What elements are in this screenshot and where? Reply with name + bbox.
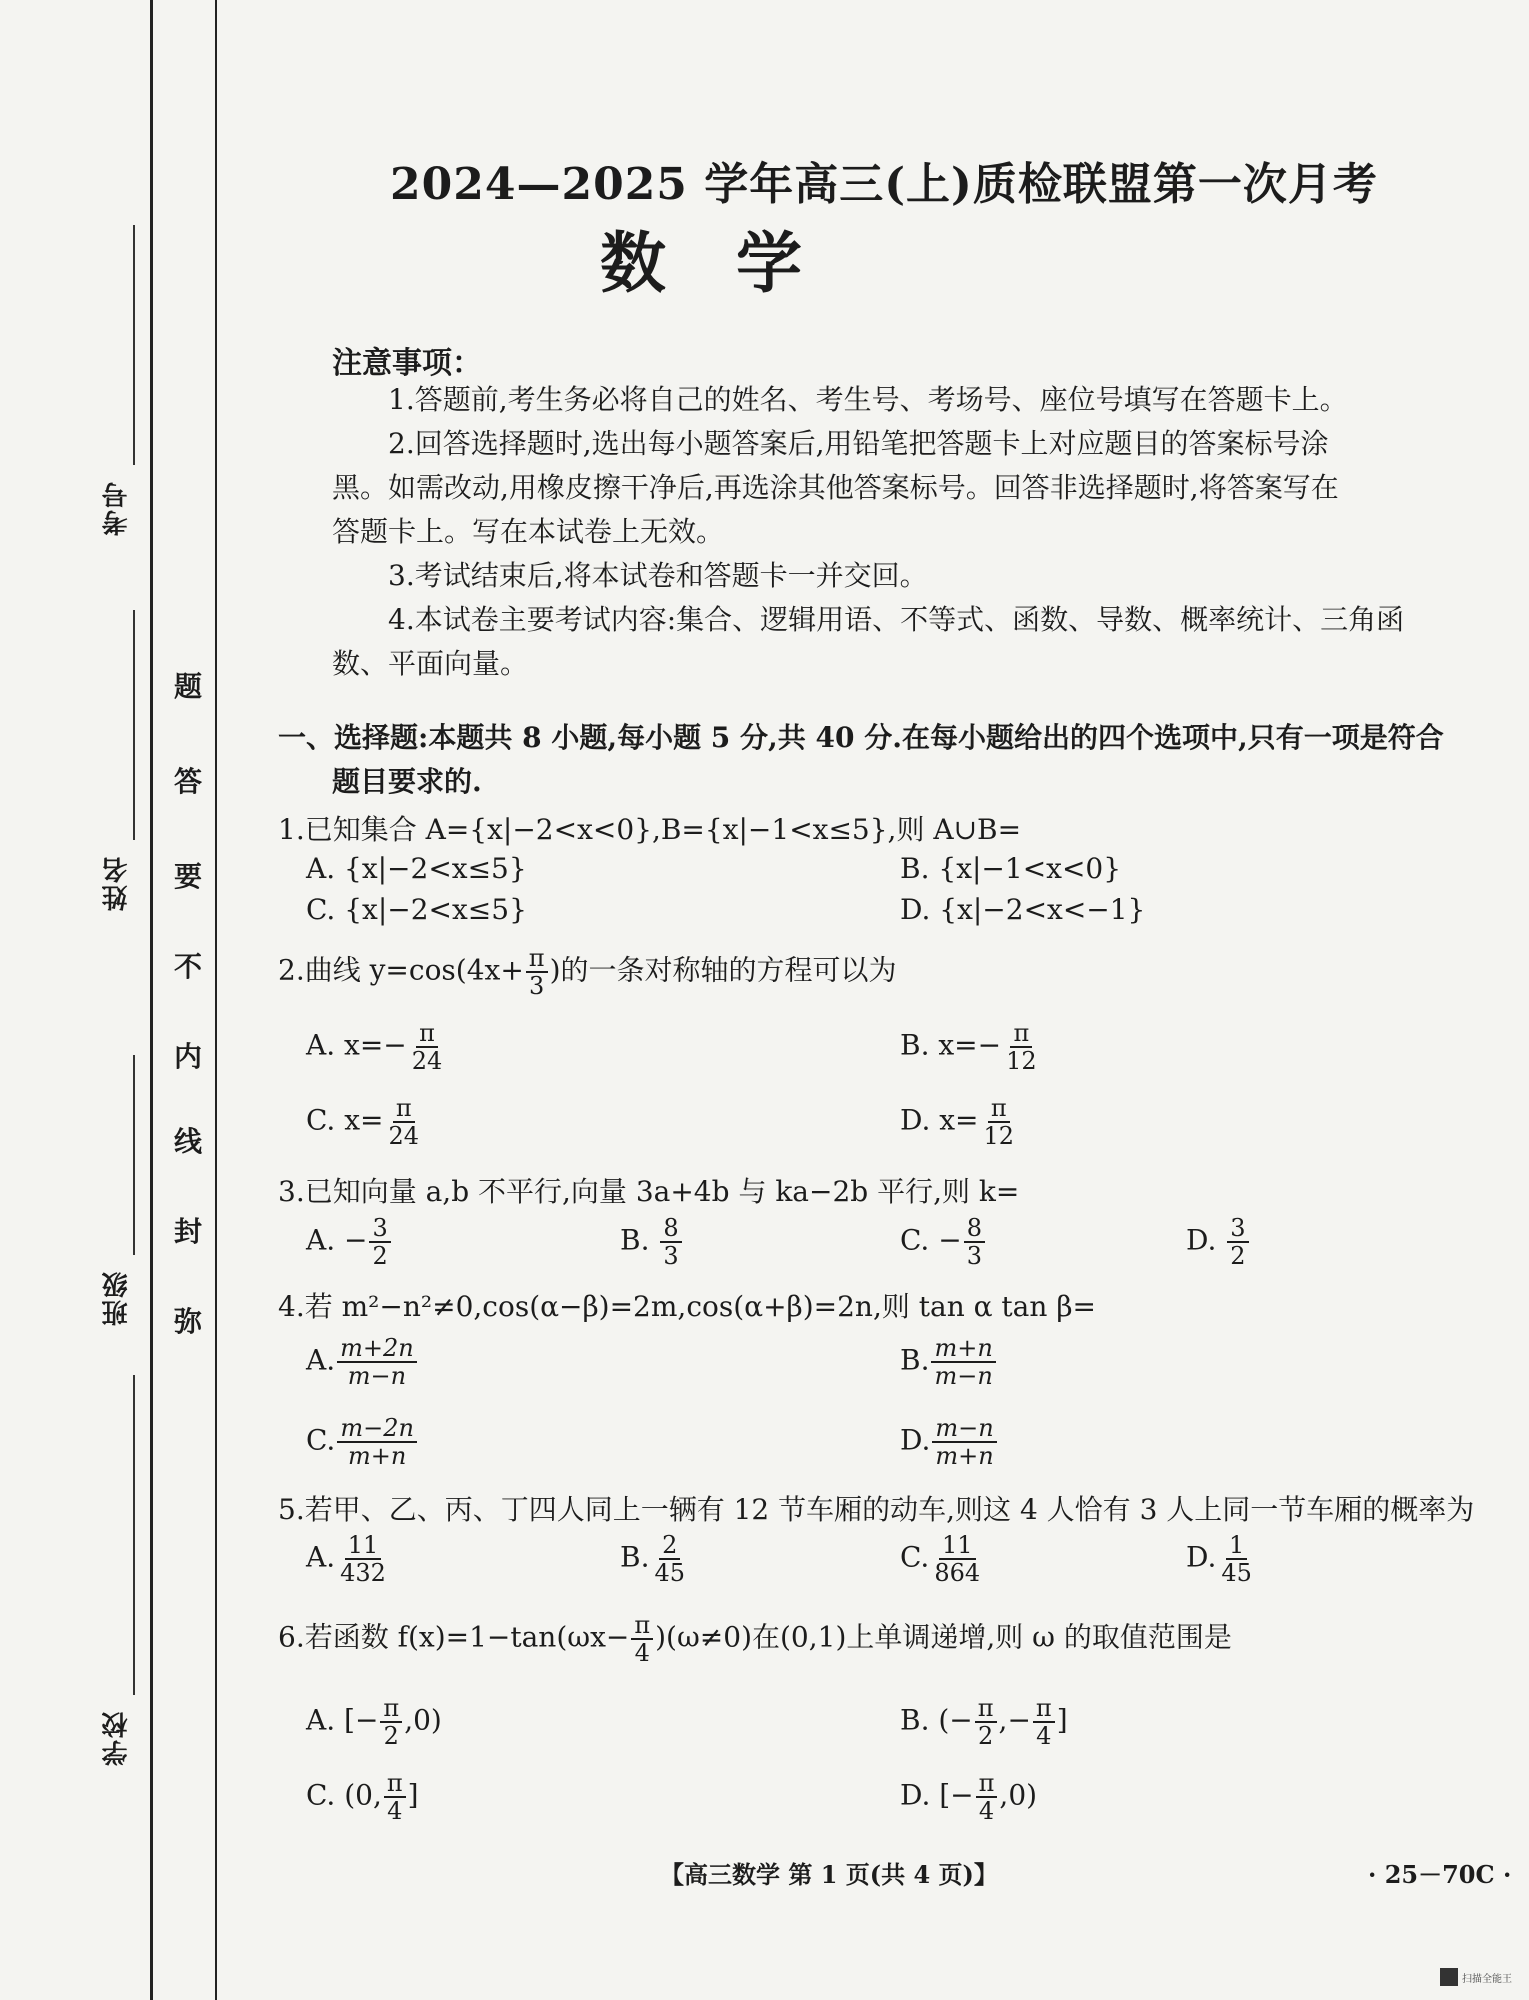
question-4-stem: 4.若 m²−n²≠0,cos(α−β)=2m,cos(α+β)=2n,则 tan α tan β=	[278, 1290, 1096, 1323]
q3-option-d[interactable]: D. $\frac{3}{2}$	[1186, 1215, 1251, 1269]
q2-option-d[interactable]: D. x= $\frac{\pi}{12}$	[900, 1094, 1015, 1150]
warning-char: 答	[174, 765, 203, 798]
warning-char: 线	[174, 1125, 203, 1158]
q4-option-d[interactable]: D. $\frac{m-n}{m+n}$	[900, 1415, 999, 1469]
q6-option-b[interactable]: B. (− $\frac{\pi}{2}$ ,− $\frac{\pi}{4}$ ]	[900, 1694, 1068, 1750]
question-5-stem: 5.若甲、乙、丙、丁四人同上一辆有 12 节车厢的动车,则这 4 人恰有 3 人上同一节车厢的概率为	[278, 1493, 1475, 1526]
q4-option-a[interactable]: A. $\frac{m+2n}{m-n}$	[306, 1335, 419, 1389]
warning-char: 不	[174, 950, 203, 983]
question-1-stem: 1.已知集合 A={x|−2<x<0},B={x|−1<x≤5},则 A∪B=	[278, 813, 1022, 846]
warning-char: 弥	[174, 1305, 203, 1338]
q1-option-d[interactable]: D. {x|−2<x<−1}	[900, 893, 1146, 926]
q5-option-a[interactable]: A. $\frac{11}{432}$	[306, 1531, 386, 1587]
q6-option-a[interactable]: A. [− $\frac{\pi}{2}$ ,0)	[306, 1694, 442, 1750]
notice-line: 1.答题前,考生务必将自己的姓名、考生号、考场号、座位号填写在答题卡上。	[388, 383, 1348, 416]
warning-char: 封	[174, 1215, 203, 1248]
name-label: 姓名	[102, 855, 132, 911]
q4-option-c[interactable]: C. $\frac{m-2n}{m+n}$	[306, 1415, 419, 1469]
school-label: 学校	[102, 1710, 132, 1766]
q5-option-d[interactable]: D. $\frac{1}{45}$	[1186, 1531, 1252, 1587]
notice-heading: 注意事项：	[332, 346, 482, 381]
q6-option-d[interactable]: D. [− $\frac{\pi}{4}$ ,0)	[900, 1769, 1038, 1825]
q5-option-b[interactable]: B. $\frac{2}{45}$	[620, 1531, 686, 1587]
warning-char: 要	[174, 860, 203, 893]
q4-option-b[interactable]: B. $\frac{m+n}{m-n}$	[900, 1335, 998, 1389]
q6-option-c[interactable]: C. (0, $\frac{\pi}{4}$ ]	[306, 1769, 419, 1825]
question-2-stem: 2.曲线 y=cos(4x+ $\frac{\pi}{3}$ )的一条对称轴的方程可以为	[278, 944, 897, 1000]
q1-option-b[interactable]: B. {x|−1<x<0}	[900, 852, 1122, 885]
school-blank[interactable]	[133, 1375, 135, 1695]
notice-line: 数、平面向量。	[332, 647, 529, 680]
warning-char: 内	[174, 1040, 203, 1073]
warning-char: 题	[174, 670, 203, 703]
class-label: 班级	[102, 1270, 132, 1326]
q5-option-c[interactable]: C. $\frac{11}{864}$	[900, 1531, 981, 1587]
q3-option-a[interactable]: A. − $\frac{3}{2}$	[306, 1215, 393, 1269]
class-blank[interactable]	[133, 1055, 135, 1255]
qr-code-icon	[1440, 1968, 1458, 1986]
section-heading-cont: 题目要求的.	[332, 765, 482, 798]
binding-line-inner	[215, 0, 217, 2000]
notice-line: 答题卡上。写在本试卷上无效。	[332, 515, 725, 548]
q2-option-a[interactable]: A. x=− $\frac{\pi}{24}$	[306, 1019, 443, 1075]
q2-option-c[interactable]: C. x= $\frac{\pi}{24}$	[306, 1094, 420, 1150]
exam-title: 2024—2025 学年高三(上)质检联盟第一次月考	[390, 159, 1378, 210]
q3-option-c[interactable]: C. − $\frac{8}{3}$	[900, 1215, 987, 1269]
question-3-stem: 3.已知向量 a,b 不平行,向量 3a+4b 与 ka−2b 平行,则 k=	[278, 1175, 1020, 1208]
q1-option-c[interactable]: C. {x|−2<x≤5}	[306, 893, 527, 926]
scanner-watermark: 扫描全能王	[1462, 1974, 1512, 1985]
question-6-stem: 6.若函数 f(x)=1−tan(ωx− $\frac{\pi}{4}$ )(ω≠0)在(0,1)上单调递增,则 ω 的取值范围是	[278, 1611, 1232, 1667]
section-heading: 一、选择题:本题共 8 小题,每小题 5 分,共 40 分.在每小题给出的四个选项中,只有一项是符合	[278, 721, 1444, 754]
name-blank[interactable]	[133, 610, 135, 840]
paper-code: · 25－70C ·	[1368, 1860, 1512, 1889]
notice-line: 2.回答选择题时,选出每小题答案后,用铅笔把答题卡上对应题目的答案标号涂	[388, 427, 1329, 460]
notice-line: 4.本试卷主要考试内容:集合、逻辑用语、不等式、函数、导数、概率统计、三角函	[388, 603, 1405, 636]
q2-option-b[interactable]: B. x=− $\frac{\pi}{12}$	[900, 1019, 1037, 1075]
page-footer: 【高三数学 第 1 页(共 4 页)】	[660, 1860, 998, 1889]
subject-title: 数学	[600, 224, 872, 302]
exam-no-blank[interactable]	[133, 225, 135, 465]
notice-line: 黑。如需改动,用橡皮擦干净后,再选涂其他答案标号。回答非选择题时,将答案写在	[332, 471, 1339, 504]
q1-option-a[interactable]: A. {x|−2<x≤5}	[306, 852, 527, 885]
q3-option-b[interactable]: B. $\frac{8}{3}$	[620, 1215, 684, 1269]
exam-no-label: 考号	[102, 480, 132, 536]
notice-line: 3.考试结束后,将本试卷和答题卡一并交回。	[388, 559, 928, 592]
binding-line-outer	[150, 0, 153, 2000]
